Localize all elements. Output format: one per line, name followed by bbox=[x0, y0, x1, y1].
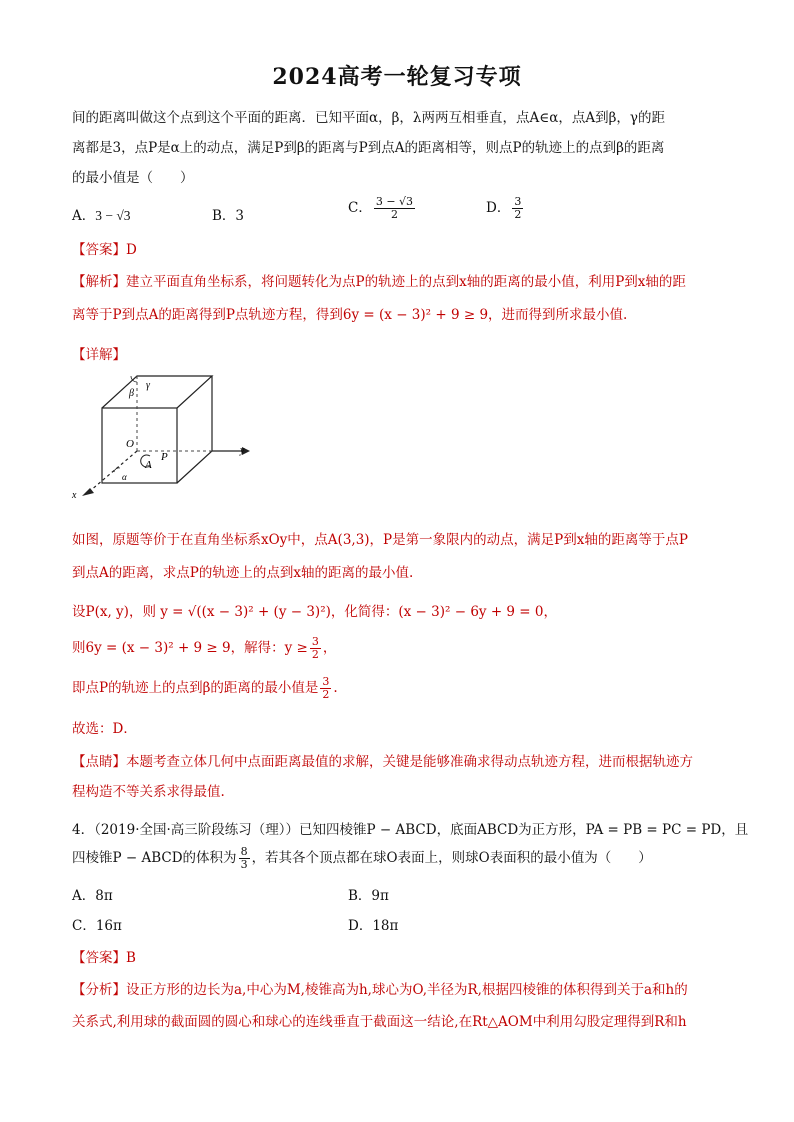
label-gamma: γ bbox=[146, 380, 150, 391]
q4-stem-line-2: 四棱锥P − ABCD的体积为 $\frac{8}{3}$ ，若其各个顶点都在球O表面上，则球O表面积的最小值为（ ） bbox=[72, 845, 652, 871]
q3-detail-line-2: 到点A的距离，求点P的轨迹上的点到x轴的距离的最小值. bbox=[72, 565, 414, 581]
cube-figure bbox=[70, 370, 260, 505]
corner-mark-bottom bbox=[114, 468, 120, 472]
q3-choose-line: 故选：D． bbox=[72, 721, 137, 737]
label-alpha: α bbox=[122, 472, 127, 482]
label-a: A bbox=[145, 459, 152, 471]
q3-comment-line-2: 程构造不等关系求得最值. bbox=[72, 784, 225, 800]
q3-set-line: 设P(x, y)，则 y = √((x − 3)² + (y − 3)²)，化简得：(x − 3)² − 6y + 9 = 0， bbox=[72, 604, 557, 620]
q3-option-a: A．3 − √3 bbox=[72, 208, 131, 224]
q3-min-line: 即点P的轨迹上的点到β的距离的最小值是 $\frac{3}{2}$ . bbox=[72, 675, 338, 701]
q3-comment-line-1: 【点睛】本题考查立体几何中点面距离最值的求解，关键是能够准确求得动点轨迹方程，进而根据轨迹方 bbox=[72, 754, 693, 770]
q4-analysis-line-1: 【分析】设正方形的边长为a,中心为M,棱锥高为h,球心为O,半径为R,根据四棱锥的体积得到关于a和h的 bbox=[72, 982, 688, 998]
q3-option-c: C． $\frac{3 - √3}{2}$ bbox=[348, 195, 414, 221]
q3-stem-line-2: 离都是3，点P是α上的动点，满足P到β的距离与P到点A的距离相等，则点P的轨迹上的点到β的距离 bbox=[72, 140, 665, 156]
q4-analysis-line-2: 关系式,利用球的截面圆的圆心和球心的连线垂直于截面这一结论,在Rt△AOM中利用勾股定理得到R和h bbox=[72, 1014, 687, 1030]
q3-detail-tag: 【详解】 bbox=[72, 347, 126, 363]
label-y: y bbox=[240, 445, 245, 456]
label-p: P bbox=[161, 451, 168, 463]
q3-then-line: 则6y = (x − 3)² + 9 ≥ 9，解得：y ≥ $\frac{3}{2}$ ， bbox=[72, 635, 337, 661]
cube-top-face bbox=[102, 376, 212, 408]
q4-stem-line-1: 4．（2019·全国·高三阶段练习（理））已知四棱锥P − ABCD，底面ABCD为正方形，PA = PB = PC = PD，且 bbox=[72, 822, 749, 838]
q3-stem-line-1: 间的距离叫做这个点到这个平面的距离．已知平面α，β，λ两两互相垂直，点A∈α，点A到β，γ的距 bbox=[72, 110, 665, 126]
q3-analysis-line-2: 离等于P到点A的距离得到P点轨迹方程，得到6y = (x − 3)² + 9 ≥ 9，进而得到所求最小值. bbox=[72, 307, 628, 323]
x-axis-arrow-icon bbox=[82, 488, 94, 496]
label-beta: β bbox=[129, 388, 134, 399]
q3-option-b: B．3 bbox=[212, 208, 245, 224]
page-title: 2024高考一轮复习专项 bbox=[272, 64, 522, 90]
q4-option-c: C．16π bbox=[72, 918, 122, 934]
q3-detail-line-1: 如图，原题等价于在直角坐标系xOy中，点A(3,3)，P是第一象限内的动点，满足P到x轴的距离等于点P bbox=[72, 532, 688, 548]
label-o: O bbox=[126, 438, 134, 450]
q3-answer: 【答案】D bbox=[72, 242, 137, 258]
label-x: x bbox=[72, 490, 77, 501]
q4-option-a: A．8π bbox=[72, 888, 113, 904]
q4-answer: 【答案】B bbox=[72, 950, 136, 966]
x-axis bbox=[90, 451, 137, 491]
q4-option-d: D．18π bbox=[348, 918, 399, 934]
q3-stem-line-3: 的最小值是（ ） bbox=[72, 170, 194, 186]
q3-analysis-line-1: 【解析】建立平面直角坐标系，将问题转化为点P的轨迹上的点到x轴的距离的最小值，利用P到x轴的距 bbox=[72, 274, 686, 290]
q4-option-b: B．9π bbox=[348, 888, 389, 904]
q3-option-d: D． $\frac{3}{2}$ bbox=[486, 195, 522, 221]
